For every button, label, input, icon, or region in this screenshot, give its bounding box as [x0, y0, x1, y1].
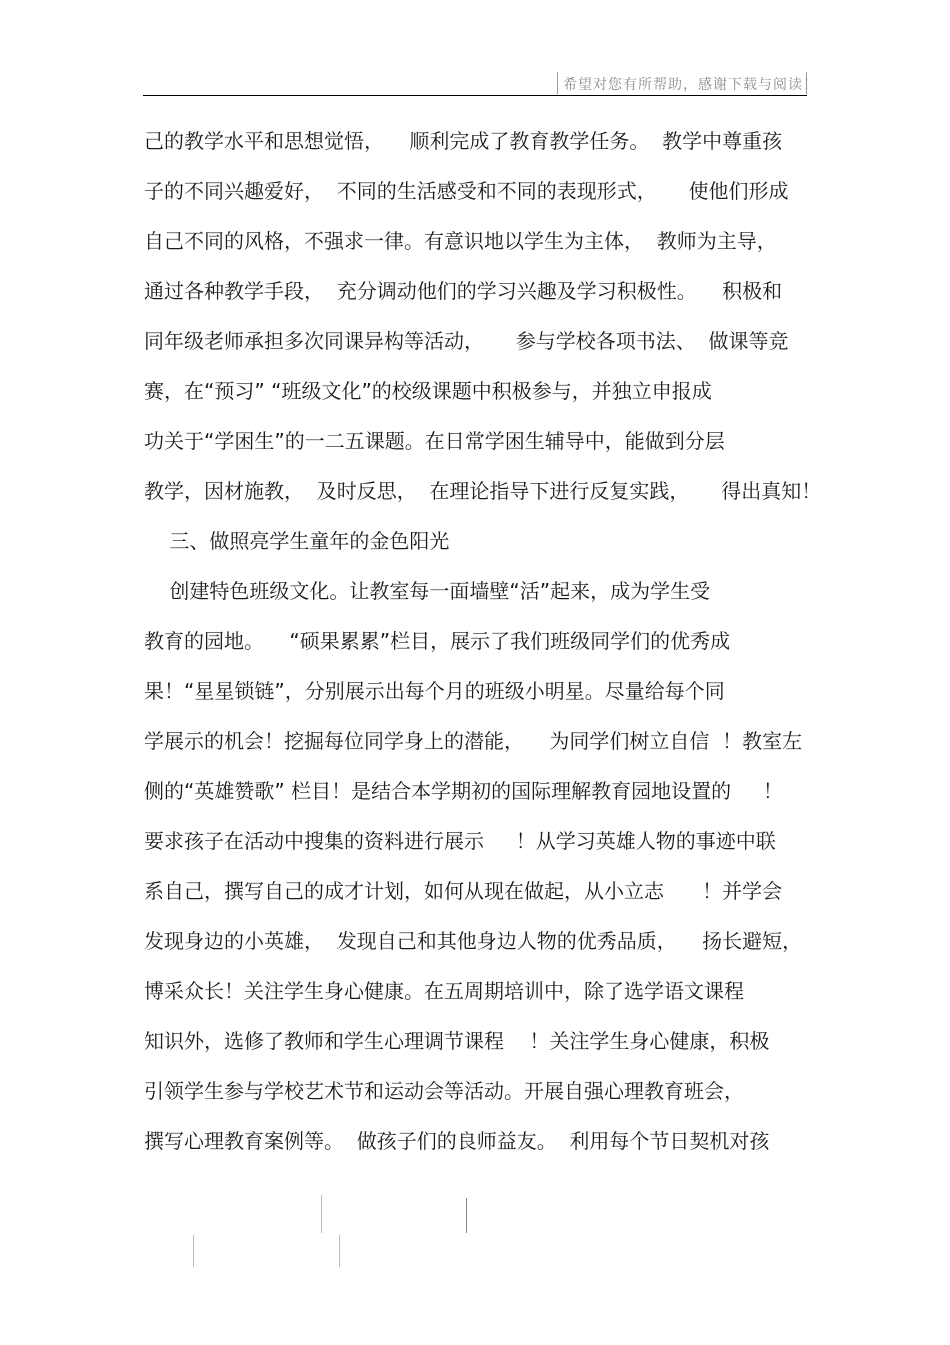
- header-note: 希望对您有所帮助，感谢下载与阅读！: [563, 77, 818, 93]
- body-line: 教育的园地。 “硕果累累”栏目，展示了我们班级同学们的优秀成: [144, 629, 731, 653]
- body-line: 果！“星星锁链”，分别展示出每个月的班级小明星。尽量给每个同: [144, 679, 725, 703]
- scan-mark: [466, 1198, 467, 1233]
- body-line: 教学，因材施教， 及时反思， 在理论指导下进行反复实践， 得出真知！: [144, 479, 822, 503]
- body-line: 发现身边的小英雄， 发现自己和其他身边人物的优秀品质， 扬长避短，: [144, 929, 803, 953]
- body-line: 学展示的机会！挖掘每位同学身上的潜能， 为同学们树立自信 ！教室左: [144, 729, 803, 753]
- scan-mark: [339, 1235, 340, 1267]
- body-line: 同年级老师承担多次同课异构等活动， 参与学校各项书法、 做课等竞: [144, 329, 789, 353]
- header-rule: [143, 95, 807, 96]
- body-line: 子的不同兴趣爱好， 不同的生活感受和不同的表现形式， 使他们形成: [144, 179, 789, 203]
- body-line: 撰写心理教育案例等。 做孩子们的良师益友。 利用每个节日契机对孩: [144, 1129, 770, 1153]
- body-line: 侧的“英雄赞歌” 栏目！是结合本学期初的国际理解教育园地设置的 ！: [144, 779, 783, 803]
- scan-mark: [193, 1235, 194, 1267]
- body-line: 创建特色班级文化。让教室每一面墙壁“活”起来，成为学生受: [144, 579, 711, 603]
- scan-mark: [321, 1195, 322, 1233]
- body-line: 系自己，撰写自己的成才计划，如何从现在做起，从小立志 ！并学会: [144, 879, 783, 903]
- body-line: 己的教学水平和思想觉悟， 顺利完成了教育教学任务。 教学中尊重孩: [144, 129, 783, 153]
- body-line: 知识外，选修了教师和学生心理调节课程 ！关注学生身心健康，积极: [144, 1029, 770, 1053]
- body-line: 赛，在“预习” “班级文化”的校级课题中积极参与，并独立申报成: [144, 379, 712, 403]
- body-line: 引领学生参与学校艺术节和运动会等活动。开展自强心理教育班会，: [144, 1079, 744, 1103]
- body-line: 功关于“学困生”的一二五课题。在日常学困生辅导中，能做到分层: [144, 429, 725, 453]
- body-line: 自己不同的风格，不强求一律。有意识地以学生为主体， 教师为主导，: [144, 229, 777, 253]
- body-line: 博采众长！关注学生身心健康。在五周期培训中，除了选学语文课程: [144, 979, 744, 1003]
- body-line: 要求孩子在活动中搜集的资料进行展示 ！从学习英雄人物的事迹中联: [144, 829, 776, 853]
- section-heading: 三、做照亮学生童年的金色阳光: [144, 529, 450, 553]
- body-line: 通过各种教学手段， 充分调动他们的学习兴趣及学习积极性。 积极和: [144, 279, 783, 303]
